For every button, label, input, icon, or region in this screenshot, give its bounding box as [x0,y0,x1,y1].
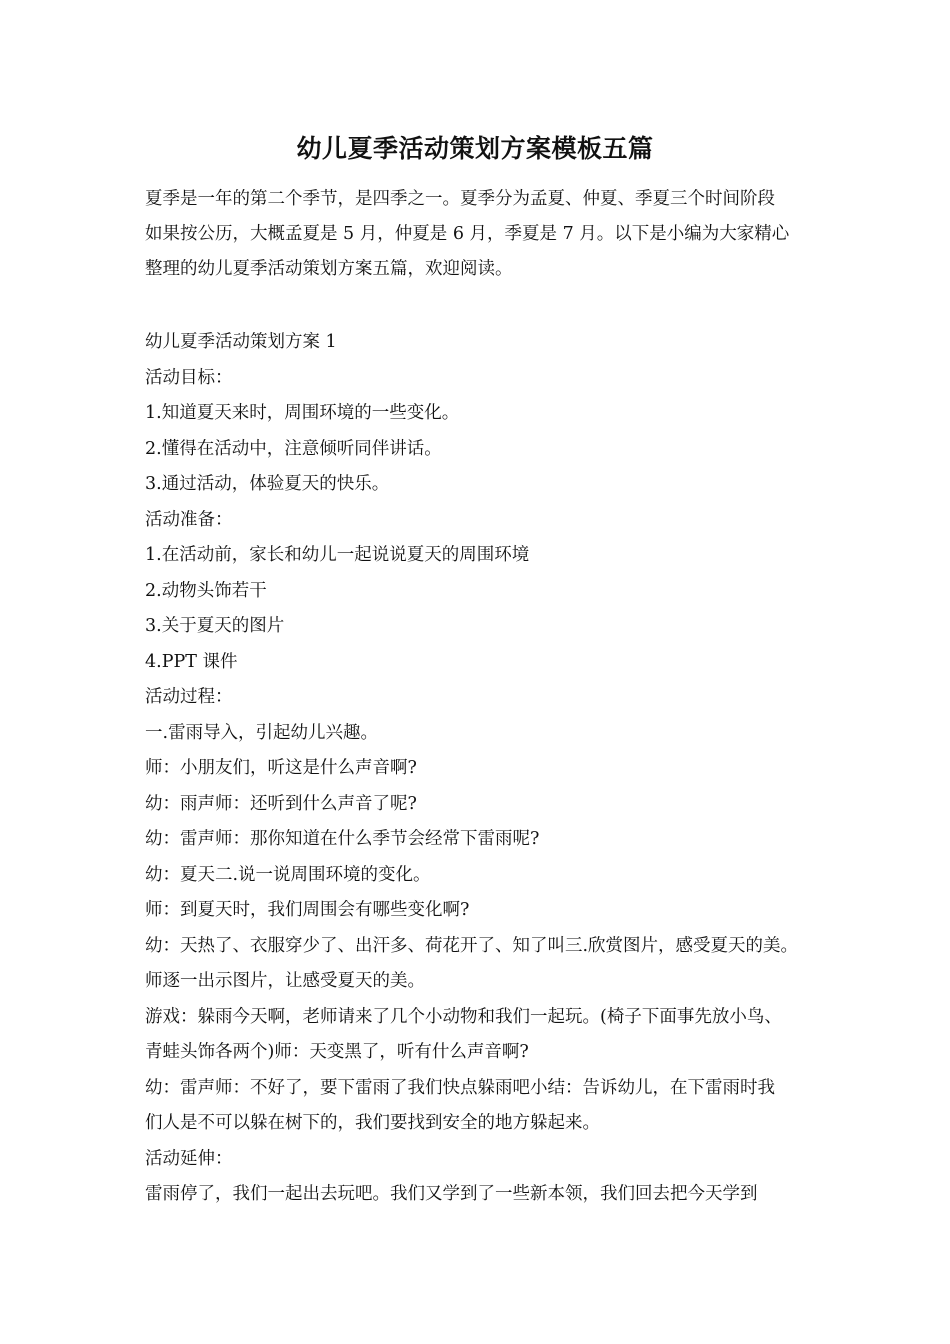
body-line: 们人是不可以躲在树下的，我们要找到安全的地方躲起来。 [145,1113,600,1133]
subsection-heading: 活动过程： [145,687,233,707]
body-line: 雷雨停了，我们一起出去玩吧。我们又学到了一些新本领，我们回去把今天学到 [145,1184,758,1204]
body-line: 师逐一出示图片，让感受夏天的美。 [145,971,425,991]
body-line: 2.动物头饰若干 [145,580,267,601]
body-line: 1.在活动前，家长和幼儿一起说说夏天的周围环境 [145,545,530,565]
document-body [145,325,820,1213]
body-line: 幼：夏天二.说一说周围环境的变化。 [145,864,431,885]
body-line: 师：到夏天时，我们周围会有哪些变化啊? [145,900,470,920]
subsection-heading: 活动准备： [145,509,233,530]
document-title: 幼儿夏季活动策划方案模板五篇 [296,134,654,163]
body-line: 3.关于夏天的图片 [145,616,285,636]
body-line: 幼：雷声师：不好了，要下雷雨了我们快点躲雨吧小结：告诉幼儿，在下雷雨时我 [145,1077,775,1098]
subsection-heading: 活动延伸： [145,1148,233,1169]
intro-line: 夏季是一年的第二个季节，是四季之一。夏季分为孟夏、仲夏、季夏三个时间阶段 [145,189,775,209]
intro-line: 如果按公历，大概孟夏是 5 月，仲夏是 6 月，季夏是 7 月。以下是小编为大家精心 [145,224,790,244]
body-line: 一.雷雨导入，引起幼儿兴趣。 [145,722,379,743]
body-line: 1.知道夏天来时，周围环境的一些变化。 [145,403,460,423]
body-line: 幼：雨声师：还听到什么声音了呢? [145,793,417,814]
body-line: 幼：天热了、衣服穿少了、出汗多、荷花开了、知了叫三.欣赏图片，感受夏天的美。 [145,935,799,956]
body-line: 2.懂得在活动中，注意倾听同伴讲话。 [145,438,442,459]
section-heading: 幼儿夏季活动策划方案 1 [145,332,337,352]
body-line: 游戏：躲雨今天啊，老师请来了几个小动物和我们一起玩。(椅子下面事先放小鸟、 [145,1006,782,1027]
intro-paragraph [145,182,820,287]
body-line: 青蛙头饰各两个)师：天变黑了，听有什么声音啊? [145,1042,529,1062]
body-line: 幼：雷声师：那你知道在什么季节会经常下雷雨呢? [145,829,540,849]
body-line: 3.通过活动，体验夏天的快乐。 [145,474,390,494]
subsection-heading: 活动目标： [145,367,233,388]
body-line: 4.PPT 课件 [145,651,238,672]
intro-line: 整理的幼儿夏季活动策划方案五篇，欢迎阅读。 [145,259,513,279]
body-line: 师：小朋友们，听这是什么声音啊? [145,758,417,778]
